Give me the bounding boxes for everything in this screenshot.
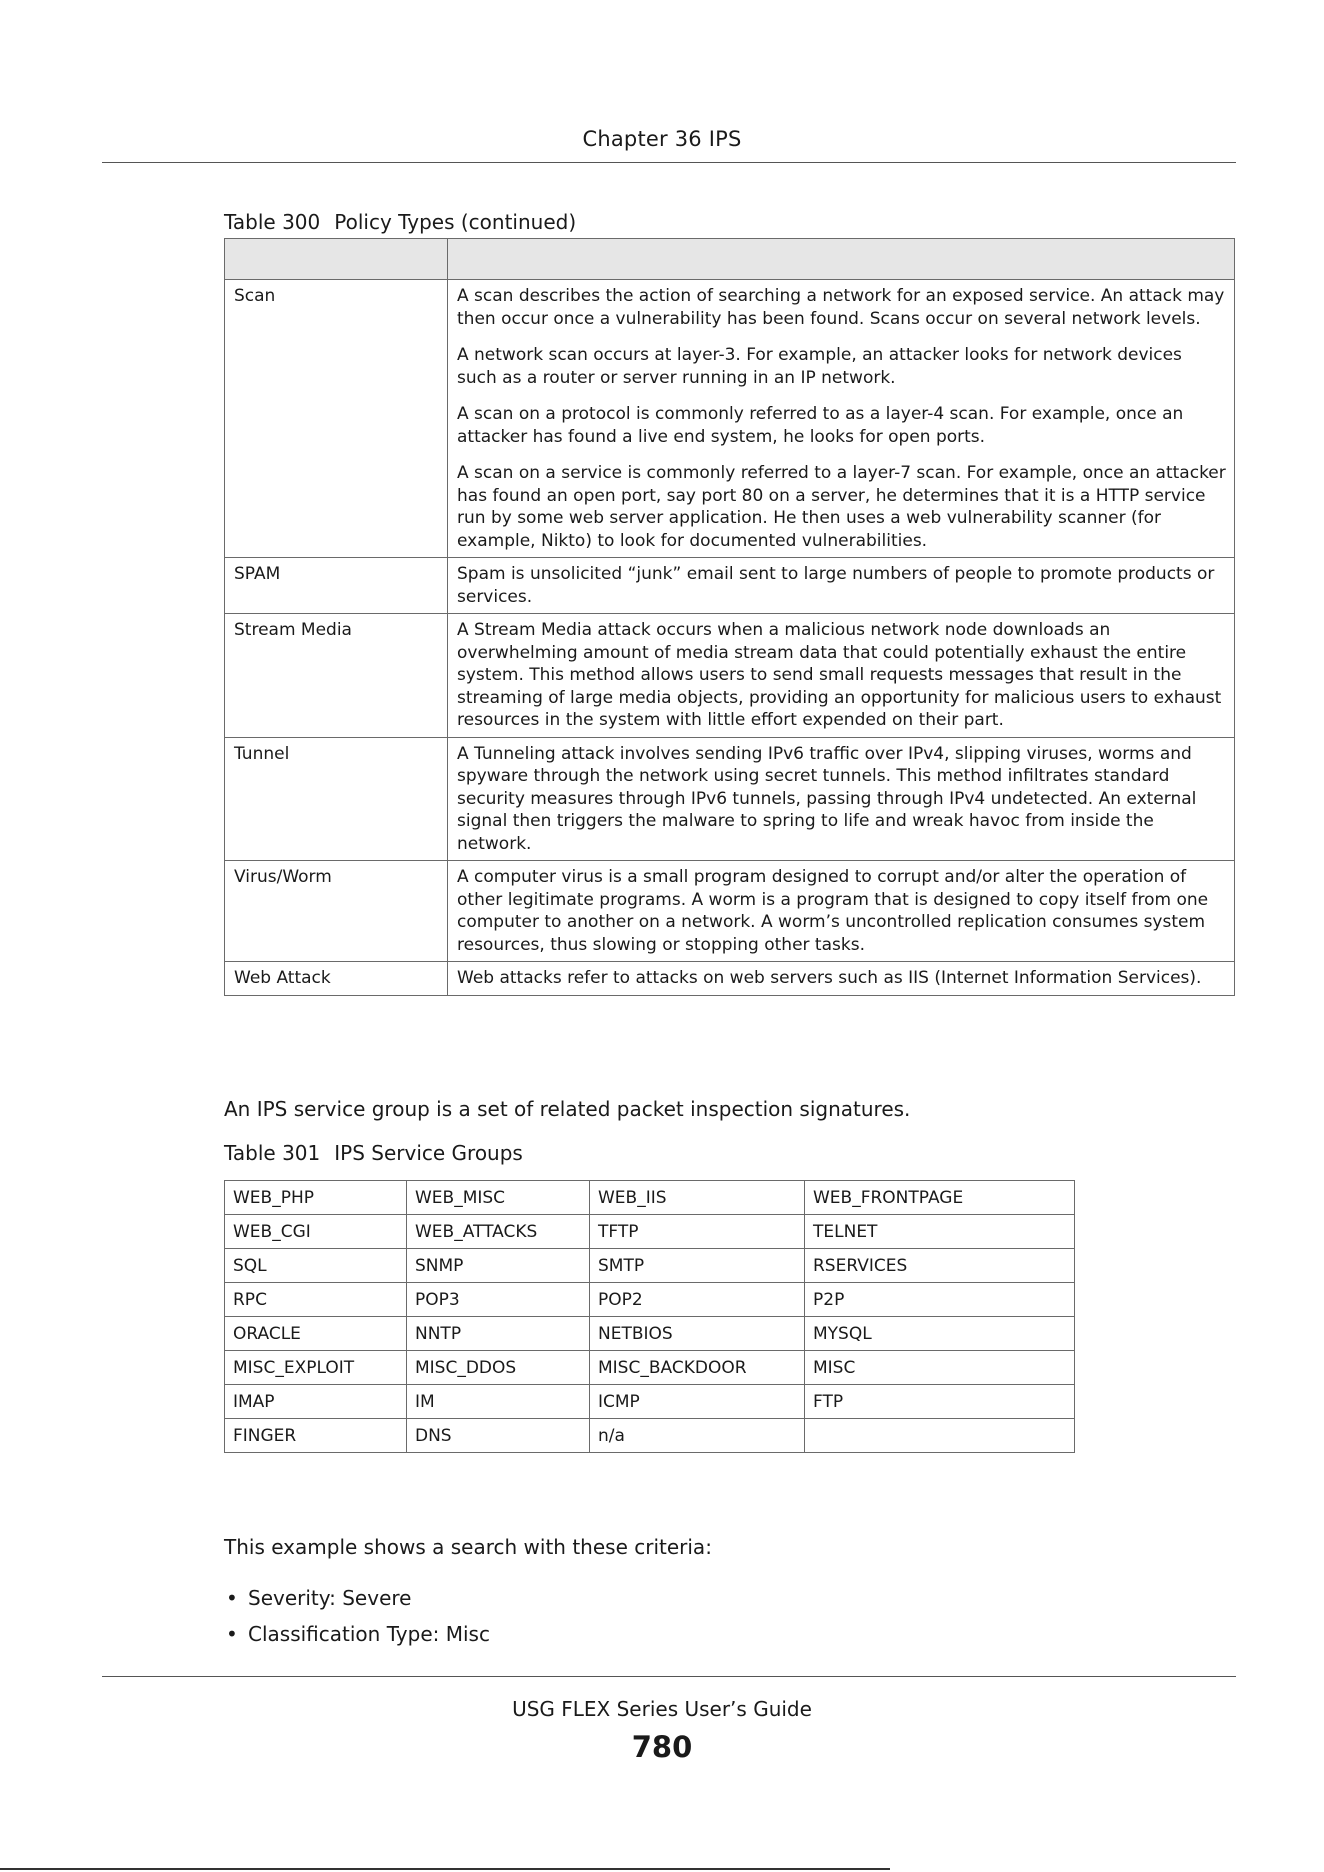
service-group-cell: SQL [225, 1249, 407, 1283]
service-group-cell: POP2 [590, 1283, 805, 1317]
description-paragraph: A network scan occurs at layer-3. For example, an attacker looks for network devices such as a router or server running in an IP network. [457, 345, 1182, 388]
policy-description-cell [448, 861, 1235, 962]
bullet-item [226, 1586, 411, 1610]
policy-description-cell [448, 558, 1235, 614]
service-group-cell: MISC [805, 1351, 1075, 1385]
service-group-cell: n/a [590, 1419, 805, 1453]
bullet-icon: • [226, 1586, 238, 1610]
service-group-cell: MISC_EXPLOIT [225, 1351, 407, 1385]
table-300-number: Table 300 [224, 210, 321, 234]
table-301-title: IPS Service Groups [334, 1141, 523, 1165]
service-group-row [225, 1249, 1075, 1283]
policy-row [225, 614, 1235, 738]
policy-type-cell: Tunnel [225, 737, 448, 861]
policy-types-table [224, 238, 1235, 996]
service-group-row [225, 1419, 1075, 1453]
description-paragraph: A scan on a protocol is commonly referred to as a layer-4 scan. For example, once an attacker has found a live end system, he looks for open ports. [457, 404, 1184, 447]
table-header-row [225, 239, 1235, 280]
footer-rule [102, 1676, 1236, 1677]
service-group-cell: SNMP [407, 1249, 590, 1283]
ips-service-groups-table [224, 1180, 1075, 1453]
service-group-cell: RPC [225, 1283, 407, 1317]
service-group-row [225, 1317, 1075, 1351]
example-intro: This example shows a search with these criteria: [224, 1535, 712, 1559]
service-group-cell: MYSQL [805, 1317, 1075, 1351]
table-300-caption [224, 210, 576, 234]
bullet-item [226, 1622, 490, 1646]
service-group-cell: TELNET [805, 1215, 1075, 1249]
service-group-cell: P2P [805, 1283, 1075, 1317]
service-group-cell: WEB_MISC [407, 1181, 590, 1215]
policy-row [225, 558, 1235, 614]
chapter-header: Chapter 36 IPS [582, 127, 742, 151]
description-paragraph: Web attacks refer to attacks on web servers such as IIS (Internet Information Services). [457, 968, 1202, 988]
service-group-cell: WEB_ATTACKS [407, 1215, 590, 1249]
service-group-cell: WEB_CGI [225, 1215, 407, 1249]
page-number: 780 [631, 1730, 693, 1764]
bullet-text: Classification Type: Misc [248, 1622, 490, 1646]
table-301-number: Table 301 [224, 1141, 321, 1165]
table-301-caption [224, 1141, 523, 1165]
description-paragraph: A Stream Media attack occurs when a malicious network node downloads an overwhelming amount of media stream data that could potentially exhaust the entire system. This method allows users to send small requests messages that result in the streaming of large media objects, providing an opportunity for malicious users to exhaust resources in the system with little effort expended on their part. [457, 620, 1222, 730]
table-300-title: Policy Types (continued) [334, 210, 577, 234]
service-group-cell: TFTP [590, 1215, 805, 1249]
service-group-cell: MISC_DDOS [407, 1351, 590, 1385]
description-paragraph: A Tunneling attack involves sending IPv6 traffic over IPv4, slipping viruses, worms and spyware through the network using secret tunnels. This method infiltrates standard security measures through IPv6 tunnels, passing through IPv4 undetected. An external signal then triggers the malware to spring to life and wreak havoc from inside the network. [457, 743, 1197, 854]
service-group-cell: NETBIOS [590, 1317, 805, 1351]
policy-type-cell: Stream Media [225, 614, 448, 738]
policy-type-cell: Virus/Worm [225, 861, 448, 962]
header-cell-description [448, 239, 1235, 280]
policy-row [225, 962, 1235, 996]
policy-description-cell [448, 614, 1235, 738]
service-group-row [225, 1215, 1075, 1249]
service-group-cell: ORACLE [225, 1317, 407, 1351]
service-group-cell: RSERVICES [805, 1249, 1075, 1283]
service-group-row [225, 1351, 1075, 1385]
policy-type-cell: Scan [225, 280, 448, 558]
service-group-row [225, 1385, 1075, 1419]
service-group-cell: FTP [805, 1385, 1075, 1419]
policy-type-cell: SPAM [225, 558, 448, 614]
description-paragraph: A scan on a service is commonly referred to a layer-7 scan. For example, once an attacker has found an open port, say port 80 on a server, he determines that it is a HTTP service run by some web server application. He then uses a web vulnerability scanner (for example, Nikto) to look for documented vulnerabilities. [457, 463, 1226, 551]
service-group-cell: IMAP [225, 1385, 407, 1419]
policy-description-cell [448, 962, 1235, 996]
service-group-cell: ICMP [590, 1385, 805, 1419]
service-group-cell: NNTP [407, 1317, 590, 1351]
service-group-intro: An IPS service group is a set of related packet inspection signatures. [224, 1097, 911, 1121]
guide-title: USG FLEX Series User’s Guide [512, 1697, 812, 1721]
bullet-text: Severity: Severe [248, 1586, 412, 1610]
policy-row [225, 280, 1235, 558]
service-group-cell: WEB_FRONTPAGE [805, 1181, 1075, 1215]
service-group-cell: SMTP [590, 1249, 805, 1283]
service-group-cell [805, 1419, 1075, 1453]
description-paragraph: A computer virus is a small program designed to corrupt and/or alter the operation of other legitimate programs. A worm is a program that is designed to copy itself from one computer to another on a network. A worm’s uncontrolled replication consumes system resources, thus slowing or stopping other tasks. [457, 867, 1209, 955]
service-group-cell: FINGER [225, 1419, 407, 1453]
header-cell-type [225, 239, 448, 280]
policy-row [225, 861, 1235, 962]
service-group-row [225, 1181, 1075, 1215]
policy-row [225, 737, 1235, 861]
page-bottom-rule [0, 1868, 890, 1870]
service-group-cell: MISC_BACKDOOR [590, 1351, 805, 1385]
policy-type-cell: Web Attack [225, 962, 448, 996]
service-group-row [225, 1283, 1075, 1317]
service-group-cell: WEB_IIS [590, 1181, 805, 1215]
header-rule [102, 162, 1236, 163]
service-group-cell: DNS [407, 1419, 590, 1453]
policy-description-cell [448, 737, 1235, 861]
bullet-icon: • [226, 1622, 238, 1646]
service-group-cell: IM [407, 1385, 590, 1419]
service-group-cell: WEB_PHP [225, 1181, 407, 1215]
description-paragraph: Spam is unsolicited “junk” email sent to large numbers of people to promote products or services. [457, 564, 1215, 607]
policy-description-cell [448, 280, 1235, 558]
service-group-cell: POP3 [407, 1283, 590, 1317]
description-paragraph: A scan describes the action of searching a network for an exposed service. An attack may then occur once a vulnerability has been found. Scans occur on several network levels. [457, 286, 1225, 329]
